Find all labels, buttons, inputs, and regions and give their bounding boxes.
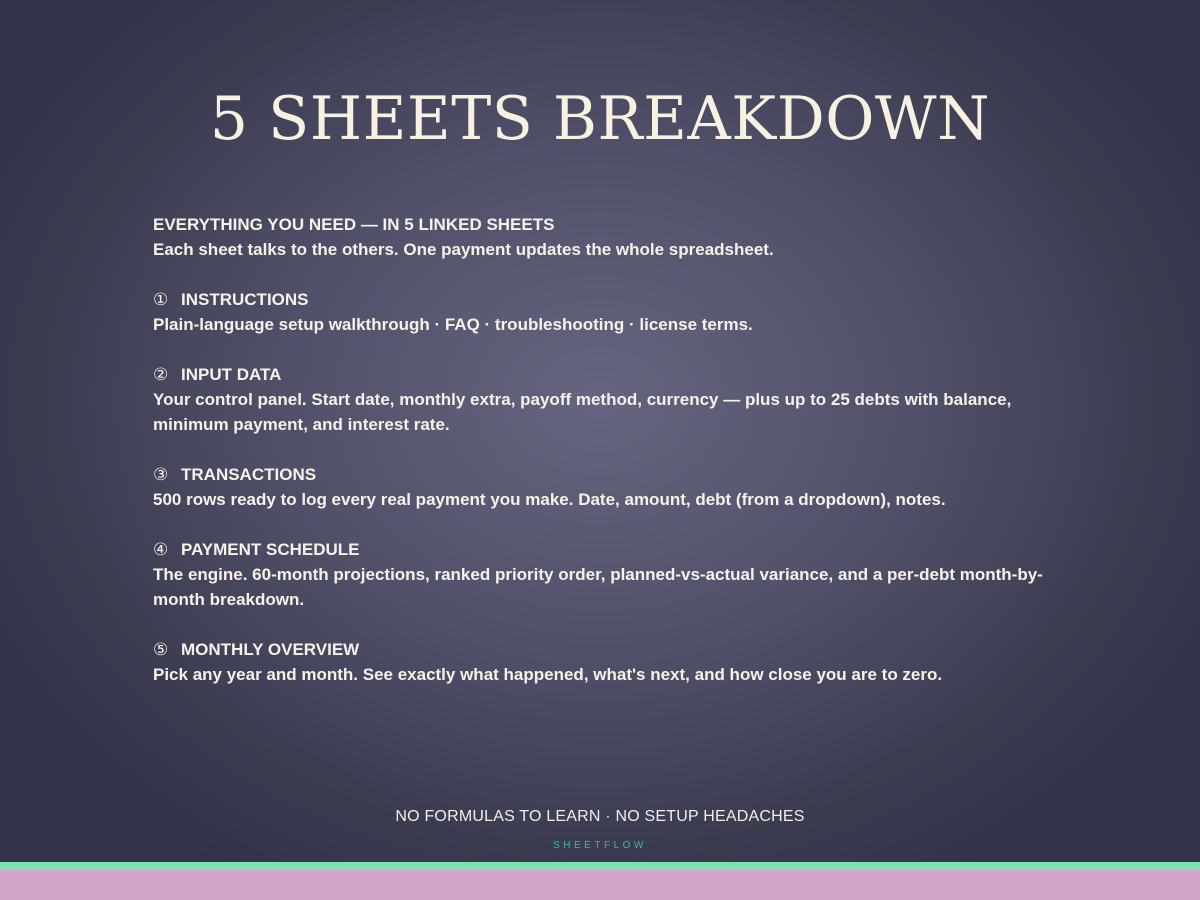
section-description: Plain-language setup walkthrough · FAQ · troubleshooting · license terms.: [153, 315, 753, 334]
section-heading: [153, 537, 1053, 562]
section-heading: [153, 362, 1053, 387]
section-title: INPUT DATA: [181, 365, 282, 384]
section-title: MONTHLY OVERVIEW: [181, 640, 360, 659]
section-heading: [153, 462, 1053, 487]
section-description: 500 rows ready to log every real payment you make. Date, amount, debt (from a dropdown), notes.: [153, 490, 946, 509]
intro-text: Each sheet talks to the others. One payment updates the whole spreadsheet.: [153, 240, 774, 259]
section-heading: [153, 637, 1053, 662]
section-number: ①: [153, 290, 169, 309]
section-heading: [153, 287, 1053, 312]
section-description: The engine. 60-month projections, ranked priority order, planned-vs-actual variance, and a per-debt month-by-month breakdown.: [153, 565, 1043, 609]
section-instructions: [153, 287, 1053, 337]
section-monthly-overview: [153, 637, 1053, 687]
footer-tagline: NO FORMULAS TO LEARN · NO SETUP HEADACHES: [395, 808, 805, 825]
section-description: Pick any year and month. See exactly what happened, what's next, and how close you are to zero.: [153, 665, 943, 684]
sheets-breakdown-content: [153, 212, 1053, 712]
intro-block: [153, 212, 1053, 262]
section-title: TRANSACTIONS: [181, 465, 317, 484]
section-input-data: [153, 362, 1053, 437]
accent-bar-green: [0, 862, 1200, 870]
section-payment-schedule: [153, 537, 1053, 612]
section-title: INSTRUCTIONS: [181, 290, 309, 309]
section-number: ②: [153, 365, 169, 384]
section-number: ③: [153, 465, 169, 484]
section-number: ⑤: [153, 640, 169, 659]
section-transactions: [153, 462, 1053, 512]
brand-name: SHEETFLOW: [553, 840, 647, 851]
section-title: PAYMENT SCHEDULE: [181, 540, 360, 559]
page-title: 5 SHEETS BREAKDOWN: [209, 84, 991, 154]
intro-heading: EVERYTHING YOU NEED — IN 5 LINKED SHEETS: [153, 215, 555, 234]
accent-bar-pink: [0, 870, 1200, 900]
section-description: Your control panel. Start date, monthly extra, payoff method, currency — plus up to 25 debts with balance, minimum payment, and interest rate.: [153, 390, 1012, 434]
section-number: ④: [153, 540, 169, 559]
